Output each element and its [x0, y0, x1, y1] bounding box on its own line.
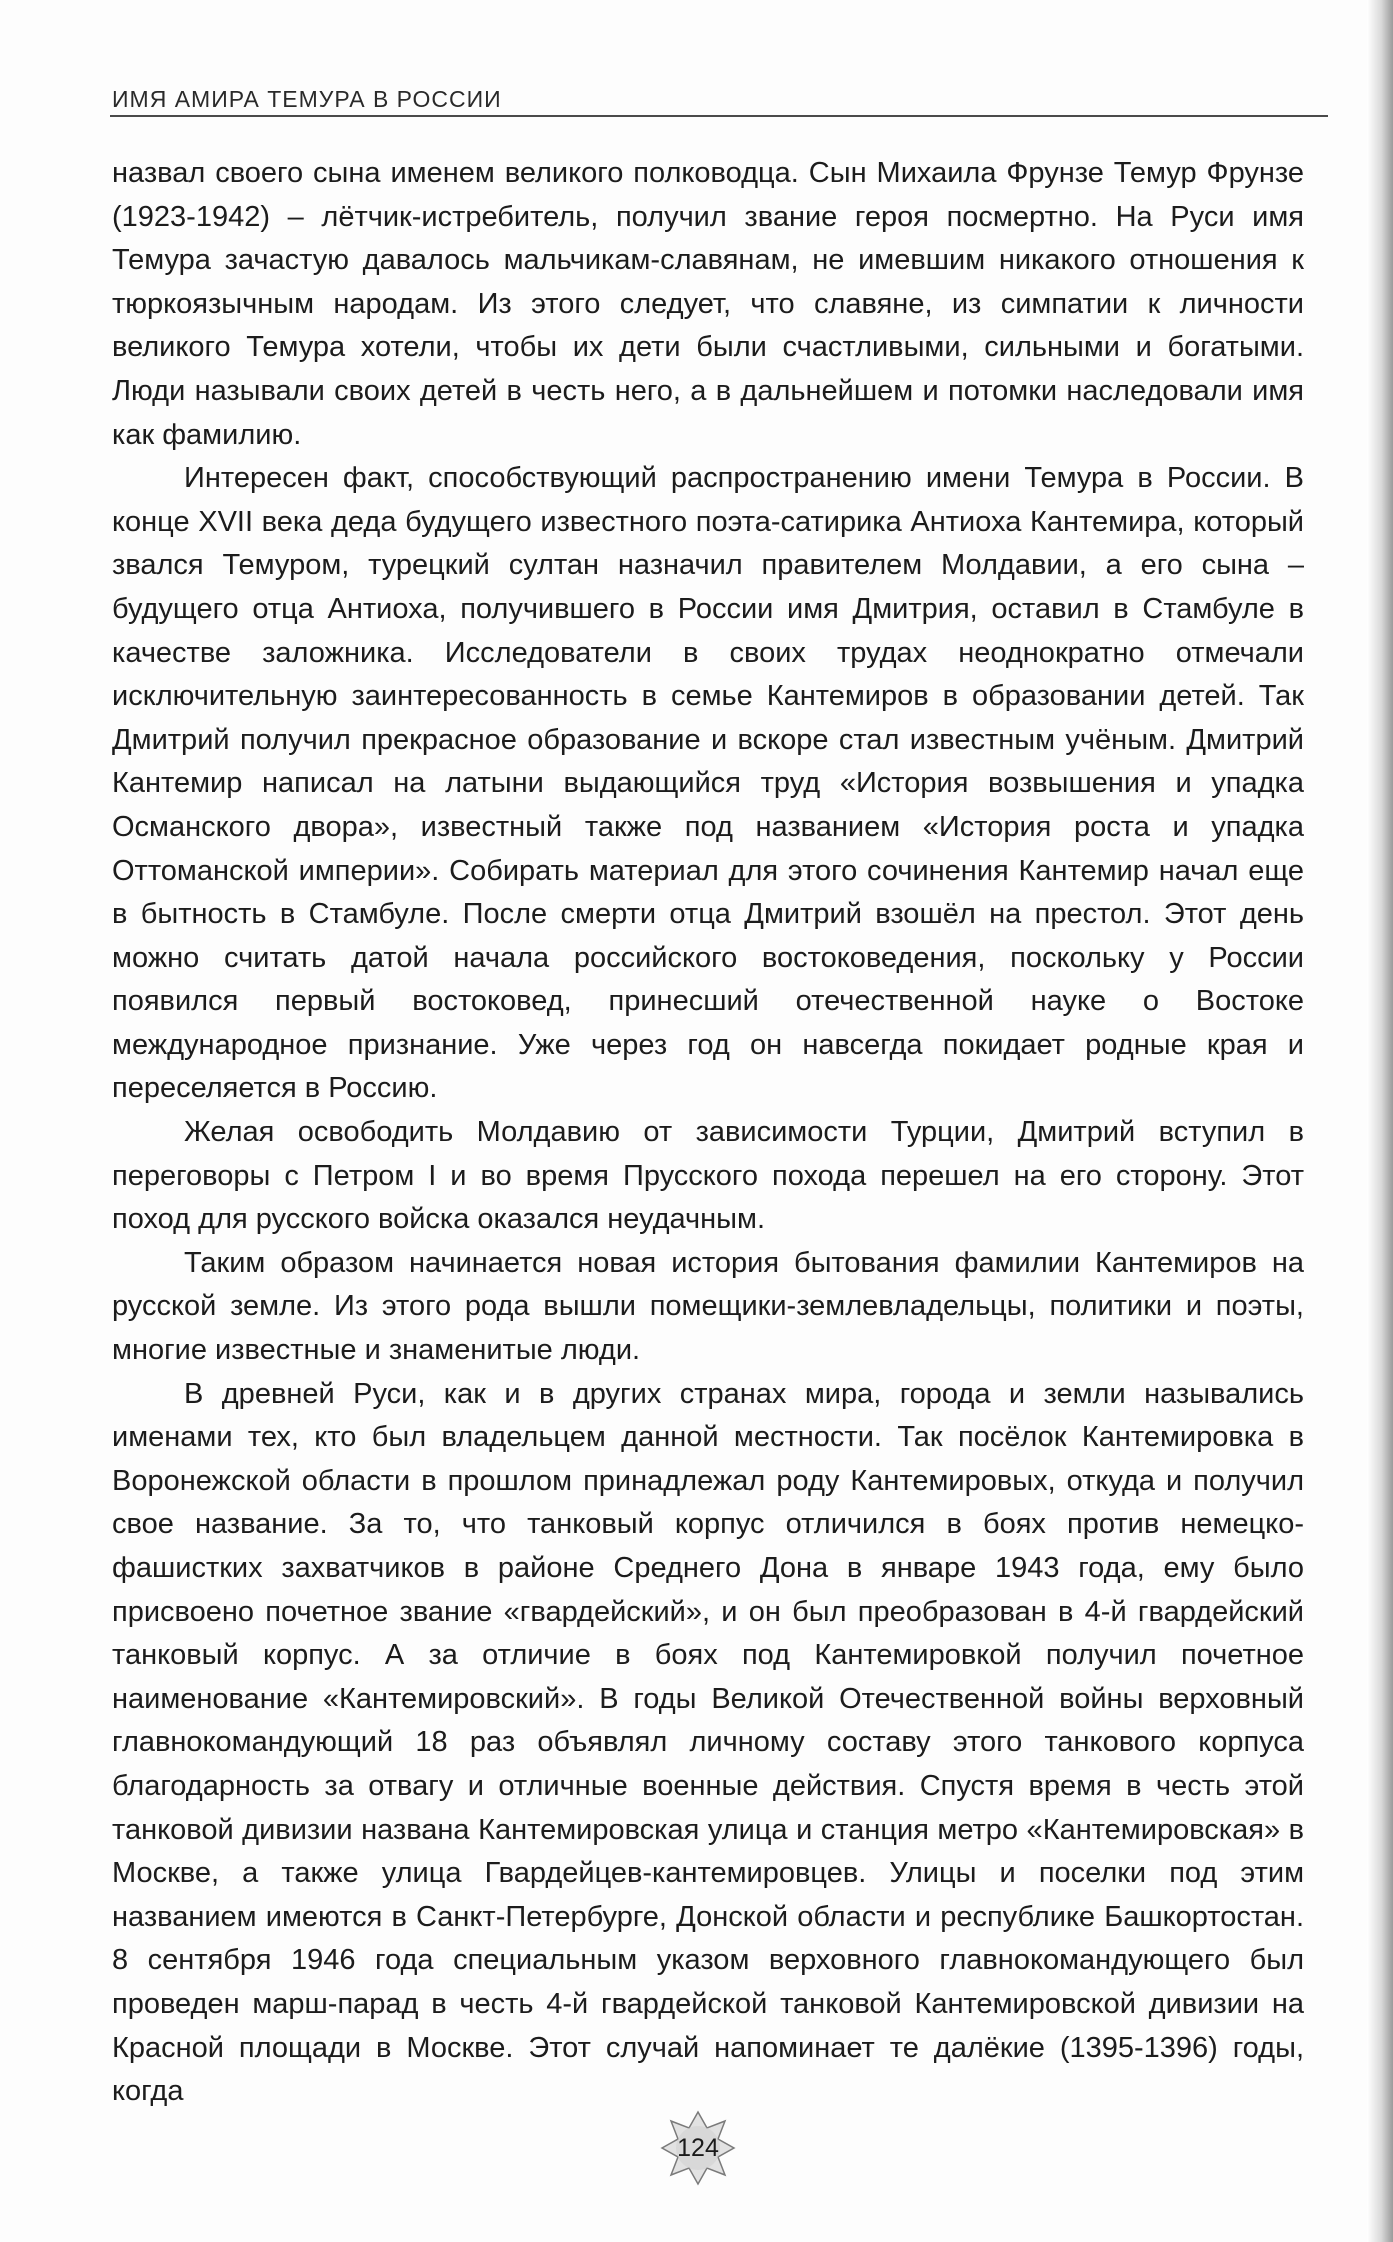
header-rule-divider [110, 115, 1328, 117]
paragraph-prut-campaign: Желая освободить Молдавию от зависимости Турции, Дмитрий вступил в переговоры с Петром I и во время Прусского похода перешел на его сторону. Этот поход для русского войска оказался неудачным. [112, 1116, 1304, 1236]
paragraph-kantemir-origin: Интересен факт, способствующий распространению имени Темура в России. В конце XVII века деда будущего известного поэта-сатирика Антиоха Кантемира, который звался Темуром, турецкий султан назначил правителем Молдавии, а его сына – будущего отца Антиоха, получившего в России имя Дмитрия, оставил в Стамбуле в качестве заложника. Исследователи в своих трудах неоднократно отмечали исключительную заинтересованность в семье Кантемиров в образовании детей. Так Дмитрий получил прекрасное образование и вскоре стал известным учёным. Дмитрий Кантемир написал на латыни выдающийся труд «История возвышения и упадка Османского двора», известный также под названием «История роста и упадка Оттоманской империи». Собирать материал для этого сочинения Кантемир начал еще в бытность в Стамбуле. После смерти отца Дмитрий взошёл на престол. Этот день можно считать датой начала российского востоковедения, поскольку у России появился первый востоковед, принесший отечественной науке о Востоке международное признание. Уже через год он навсегда покидает родные края и переселяется в Россию. [112, 462, 1304, 1105]
paragraph-continuation: назвал своего сына именем великого полководца. Сын Михаила Фрунзе Темур Фрунзе (1923-1942) – лётчик-истребитель, получил звание героя посмертно. На Руси имя Темура зачастую давалось мальчикам-славянам, не имевшим никакого отношения к тюркоязычным народам. Из этого следует, что славяне, из симпатии к личности великого Темура хотели, чтобы их дети были счастливыми, сильными и богатыми. Люди называли своих детей в честь него, а в дальнейшем и потомки наследовали имя как фамилию. [112, 157, 1304, 451]
page-number: 124 [677, 2134, 719, 2162]
page-number-badge [660, 2110, 736, 2186]
page-binding-shadow [1367, 0, 1393, 2242]
body-text [112, 152, 1304, 2114]
paragraph-kantemirovka: В древней Руси, как и в других странах мира, города и земли назывались именами тех, кто был владельцем данной местности. Так посёлок Кантемировка в Воронежской области в прошлом принадлежал роду Кантемировых, откуда и получил свое название. За то, что танковый корпус отличился в боях против немецко-фашистких захватчиков в районе Среднего Дона в январе 1943 года, ему было присвоено почетное звание «гвардейский», и он был преобразован в 4-й гвардейский танковый корпус. А за отличие в боях под Кантемировкой получил почетное наименование «Кантемировский». В годы Великой Отечественной войны верховный главнокомандующий 18 раз объявлял личному составу этого танкового корпуса благодарность за отвагу и отличные военные действия. Спустя время в честь этой танковой дивизии названа Кантемировская улица и станция метро «Кантемировская» в Москве, а также улица Гвардейцев-кантемировцев. Улицы и поселки под этим названием имеются в Санкт-Петербурге, Донской области и республике Башкортостан. 8 сентября 1946 года специальным указом верховного главнокомандующего был проведен марш-парад в честь 4-й гвардейской танковой Кантемировской дивизии на Красной площади в Москве. Этот случай напоминает те далёкие (1395-1396) годы, когда [112, 1377, 1304, 2108]
paragraph-family-history: Таким образом начинается новая история бытования фамилии Кантемиров на русской земле. Из этого рода вышли помещики-землевладельцы, политики и поэты, многие известные и знаменитые люди. [112, 1246, 1304, 1367]
running-header-title: ИМЯ АМИРА ТЕМУРА В РОССИИ [112, 86, 502, 112]
